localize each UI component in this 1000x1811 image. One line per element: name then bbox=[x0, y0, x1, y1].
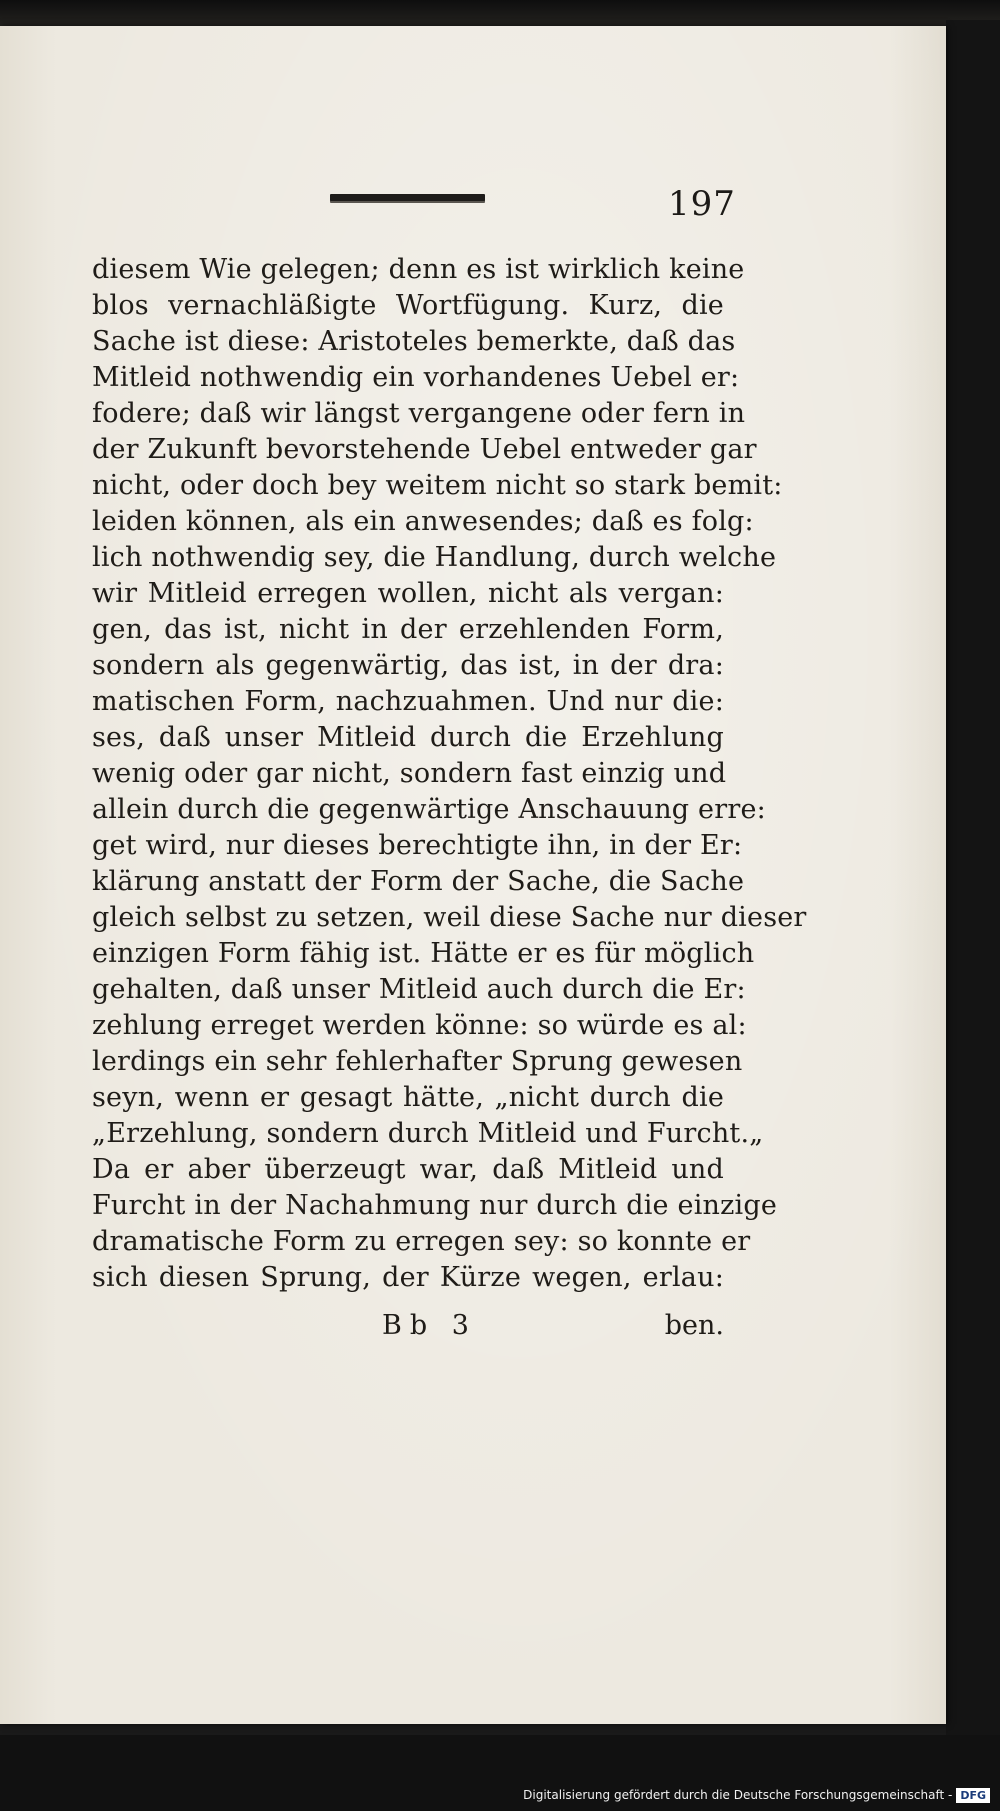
page-header bbox=[330, 170, 736, 230]
scan-border-right bbox=[946, 20, 1000, 1735]
digitization-credit bbox=[523, 1788, 990, 1803]
text-line: gen, das ist, nicht in der erzehlenden Form, bbox=[92, 614, 724, 645]
text-line: gleich selbst zu setzen, weil diese Sache nur dieser bbox=[92, 902, 807, 933]
credit-text: Digitalisierung gefördert durch die Deutsche Forschungsgemeinschaft - bbox=[523, 1788, 953, 1802]
text-line: ses, daß unser Mitleid durch die Erzehlung bbox=[92, 722, 724, 753]
text-line: wir Mitleid erregen wollen, nicht als vergan: bbox=[92, 578, 724, 609]
scan-border-bottom bbox=[0, 1735, 1000, 1811]
text-line: blos vernachläßigte Wortfügung. Kurz, die bbox=[92, 290, 724, 321]
text-line: matischen Form, nachzuahmen. Und nur die: bbox=[92, 686, 724, 717]
text-line: fodere; daß wir längst vergangene oder fern in bbox=[92, 398, 746, 429]
text-line: klärung anstatt der Form der Sache, die Sache bbox=[92, 866, 745, 897]
text-line: Sache ist diese: Aristoteles bemerkte, daß das bbox=[92, 326, 736, 357]
text-line: allein durch die gegenwärtige Anschauung erre: bbox=[92, 794, 766, 825]
text-line: gehalten, daß unser Mitleid auch durch die Er: bbox=[92, 974, 746, 1005]
text-line: get wird, nur dieses berechtigte ihn, in der Er: bbox=[92, 830, 743, 861]
text-line: seyn, wenn er gesagt hätte, „nicht durch die bbox=[92, 1082, 724, 1113]
text-line: dramatische Form zu erregen sey: so konnte er bbox=[92, 1226, 751, 1257]
text-line: lerdings ein sehr fehlerhafter Sprung gewesen bbox=[92, 1046, 743, 1077]
dfg-logo-icon: DFG bbox=[956, 1788, 990, 1803]
text-line: Mitleid nothwendig ein vorhandenes Uebel er: bbox=[92, 362, 740, 393]
text-line: Furcht in der Nachahmung nur durch die einzige bbox=[92, 1190, 778, 1221]
text-line: „Erzehlung, sondern durch Mitleid und Furcht.„ bbox=[92, 1118, 764, 1149]
text-line: diesem Wie gelegen; denn es ist wirklich keine bbox=[92, 254, 745, 285]
text-line: einzigen Form fähig ist. Hätte er es für möglich bbox=[92, 938, 755, 969]
text-line: zehlung erreget werden könne: so würde es al: bbox=[92, 1010, 747, 1041]
page-footer bbox=[92, 1310, 724, 1350]
page-number: 197 bbox=[668, 184, 736, 224]
catchword: ben. bbox=[664, 1310, 724, 1341]
text-line: nicht, oder doch bey weitem nicht so stark bemit: bbox=[92, 470, 783, 501]
text-line: lich nothwendig sey, die Handlung, durch welche bbox=[92, 542, 777, 573]
text-line: wenig oder gar nicht, sondern fast einzig und bbox=[92, 758, 727, 789]
text-line: leiden können, als ein anwesendes; daß es folg: bbox=[92, 506, 754, 537]
text-line: der Zukunft bevorstehende Uebel entweder gar bbox=[92, 434, 757, 465]
header-rule bbox=[330, 194, 485, 201]
signature-mark: Bb 3 bbox=[382, 1310, 477, 1341]
text-line: sich diesen Sprung, der Kürze wegen, erlau: bbox=[92, 1262, 724, 1293]
body-text bbox=[92, 252, 807, 1296]
text-line: sondern als gegenwärtig, das ist, in der dra: bbox=[92, 650, 724, 681]
text-line: Da er aber überzeugt war, daß Mitleid und bbox=[92, 1154, 724, 1185]
